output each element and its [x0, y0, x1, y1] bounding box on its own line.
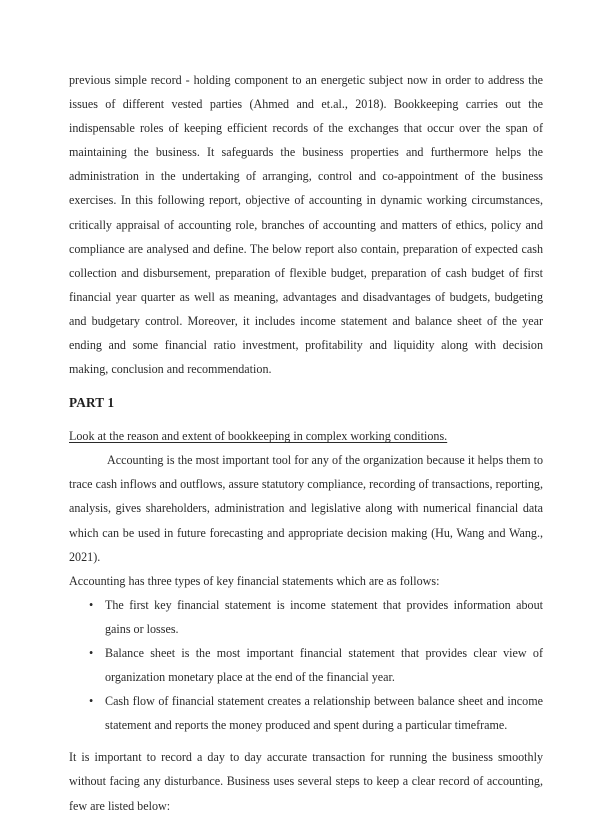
page-content	[69, 68, 543, 818]
bullet-icon: •	[89, 645, 94, 660]
list-item	[69, 641, 543, 689]
intro-paragraph: previous simple record - holding component to an energetic subject now in order to address the issues of different vested parties (Ahmed and et.al., 2018). Bookkeeping carries out the indispensable roles of keeping efficient records of the exchanges that occur over the span of maintaining the business. It safeguards the business properties and furthermore helps the administration in the undertaking of arranging, control and co-appointment of the business exercises. In this following report, objective of accounting in dynamic working circumstances, critically appraisal of accounting role, branches of accounting and matters of ethics, policy and compliance are analysed and define. The below report also contain, preparation of expected cash collection and disbursement, preparation of flexible budget, preparation of cash budget of first financial year quarter as well as meaning, advantages and disadvantages of budgets, budgeting and budgetary control. Moreover, it includes income statement and balance sheet of the year ending and some financial ratio investment, profitability and liquidity along with decision making, conclusion and recommendation.	[69, 73, 543, 377]
key-financial-statements-list	[69, 593, 543, 738]
list-item	[69, 689, 543, 737]
accounting-paragraph: Accounting is the most important tool for any of the organization because it helps them to trace cash inflows and outflows, assure statutory compliance, recording of transactions, reporting, analysis, gives shareholders, administration and legislative along with numerical financial data which can be used in future forecasting and appropriate decision making (Hu, Wang and Wang., 2021).	[69, 453, 543, 564]
bullet-icon: •	[89, 597, 94, 612]
section-subheading-text: Look at the reason and extent of bookkeeping in complex working conditions.	[69, 429, 448, 444]
bullet-icon: •	[89, 694, 94, 709]
list-item-label: Cash flow of financial statement creates a relationship between balance sheet and income statement and reports the money produced and spent during a particular timeframe.	[105, 694, 543, 733]
section-subheading	[69, 426, 543, 446]
list-item	[69, 593, 543, 641]
part-1-heading: PART 1	[69, 395, 115, 411]
list-item-label: The first key financial statement is income statement that provides information about gains or losses.	[105, 597, 543, 636]
spacer	[69, 737, 543, 745]
list-intro-text: Accounting has three types of key financial statements which are as follows:	[69, 573, 440, 588]
list-item-label: Balance sheet is the most important financial statement that provides clear view of organization monetary place at the end of the financial year.	[105, 645, 543, 685]
closing-paragraph: It is important to record a day to day accurate transaction for running the business smoothly without facing any disturbance. Business uses several steps to keep a clear record of accounting, few are listed below:	[69, 750, 543, 813]
